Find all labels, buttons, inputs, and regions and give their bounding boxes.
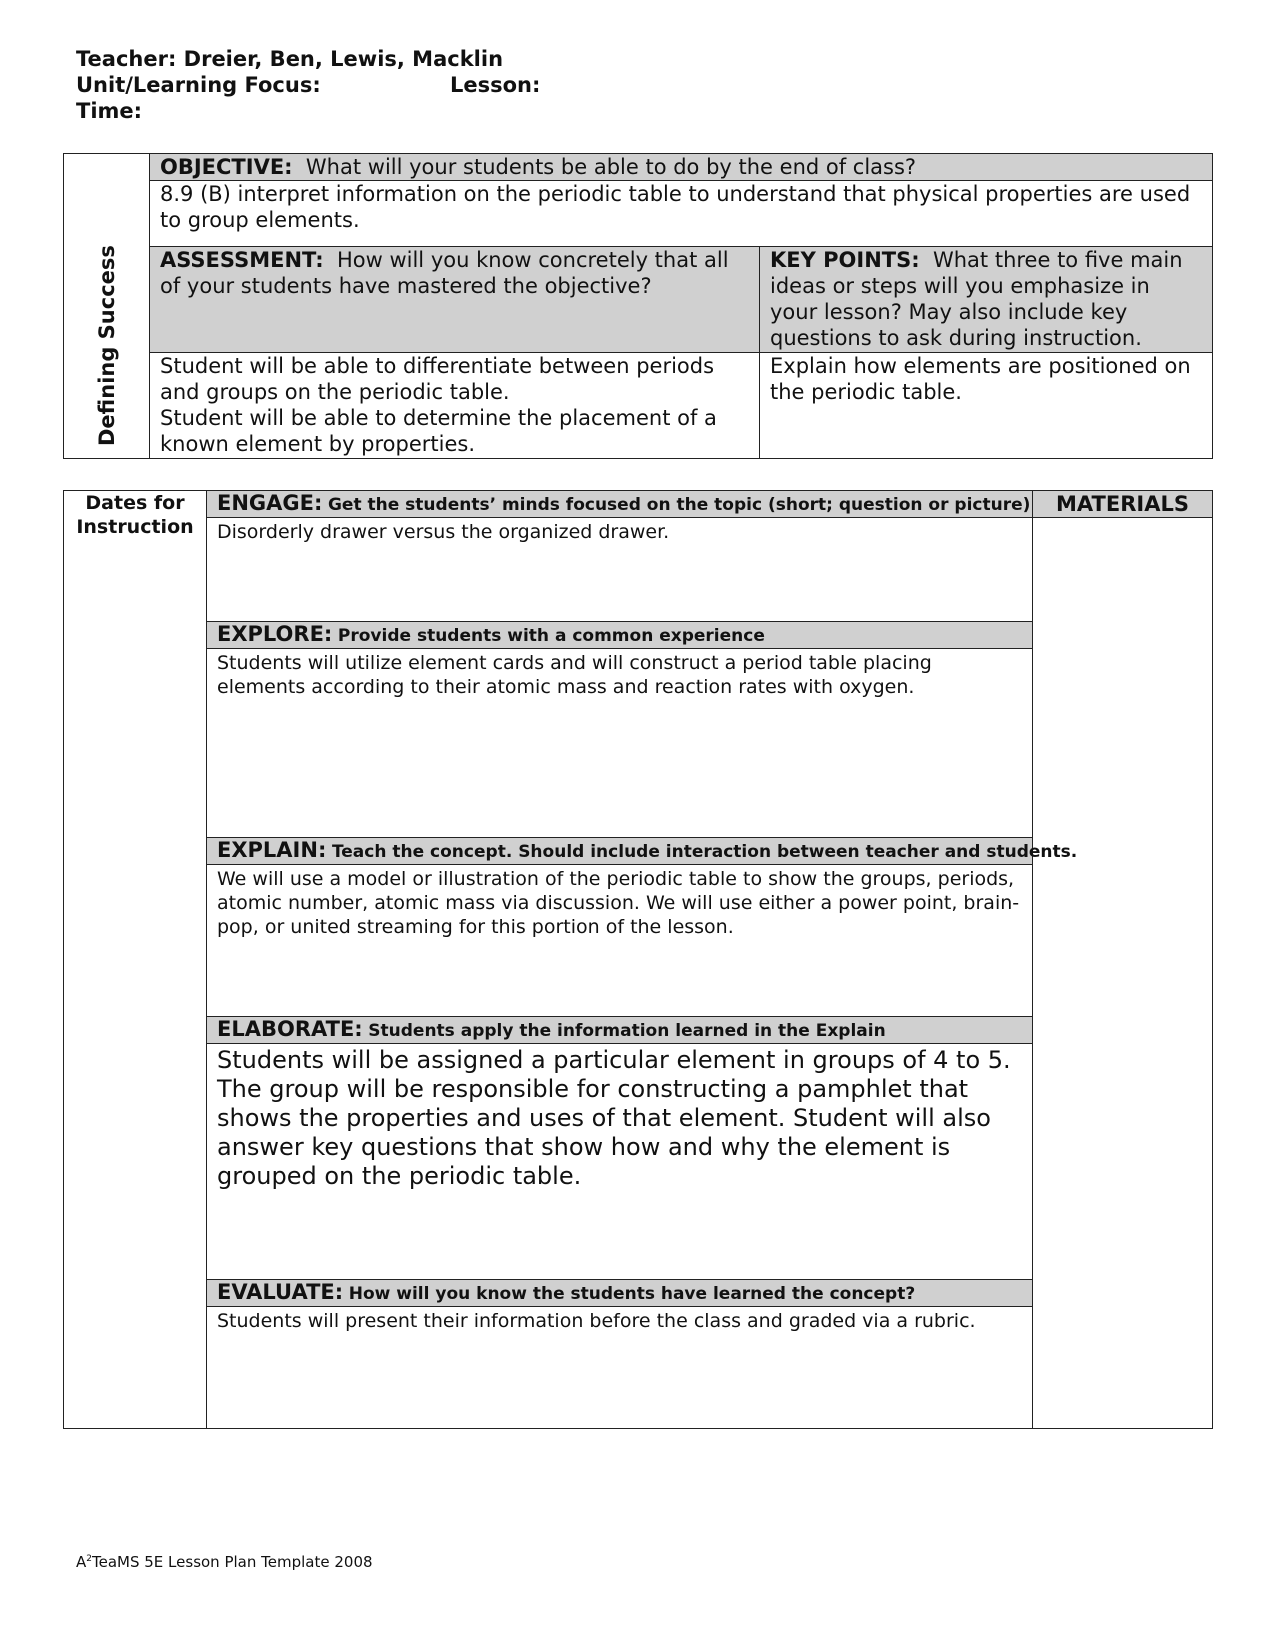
dates-label: Dates for Instruction — [76, 492, 194, 538]
defining-success-table — [63, 153, 1213, 459]
assessment-header — [150, 247, 760, 353]
unit-focus-label: Unit/Learning Focus: — [76, 73, 321, 97]
elaborate-content: Students will be assigned a particular element in groups of 4 to 5. The group will be responsible for constructing a pamphlet that shows the properties and uses of that element. Student will also answer key questions that show how and why the element is grouped on the periodic table. — [207, 1044, 1033, 1280]
defining-success-sidebar — [64, 154, 150, 459]
key-points-label: KEY POINTS: — [770, 248, 920, 272]
focus-line — [76, 72, 541, 98]
lesson-label: Lesson: — [450, 73, 541, 97]
instruction-table — [63, 490, 1213, 1429]
engage-label: ENGAGE: — [217, 491, 323, 515]
assessment-text-1: Student will be able to differentiate between periods and groups on the periodic table. — [160, 354, 715, 404]
explain-label: EXPLAIN: — [217, 838, 327, 862]
assessment-text-2: Student will be able to determine the placement of a known element by properties. — [160, 406, 717, 456]
explain-content: We will use a model or illustration of the periodic table to show the groups, periods, atomic number, atomic mass via discussion. We will use either a power point, brain-pop, or united streaming for this portion of the lesson. — [207, 865, 1033, 1017]
engage-prompt: Get the students’ minds focused on the topic (short; question or picture) — [327, 495, 1031, 515]
teacher-line: Teacher: Dreier, Ben, Lewis, Macklin — [76, 47, 504, 71]
explain-header — [207, 838, 1078, 865]
dates-for-instruction-column — [64, 491, 207, 1429]
explore-label: EXPLORE: — [217, 622, 333, 646]
objective-prompt: What will your students be able to do by the end of class? — [305, 155, 917, 179]
assessment-prompt: How will you know concretely that all of your students have mastered the objective? — [160, 248, 729, 298]
assessment-content — [150, 353, 760, 459]
engage-header — [207, 491, 1033, 518]
elaborate-header — [207, 1017, 1033, 1044]
evaluate-label: EVALUATE: — [217, 1280, 344, 1304]
evaluate-header — [207, 1280, 1033, 1307]
explore-header — [207, 622, 1033, 649]
key-points-header — [760, 247, 1213, 353]
materials-column — [1033, 518, 1213, 1429]
footer-superscript: 2 — [86, 1554, 92, 1564]
elaborate-prompt: Students apply the information learned in the Explain — [368, 1021, 886, 1041]
key-points-content: Explain how elements are positioned on the periodic table. — [760, 353, 1213, 459]
objective-text: 8.9 (B) interpret information on the periodic table to understand that physical properties are used to group elements. — [150, 181, 1213, 247]
key-points-prompt: What three to five main ideas or steps will you emphasize in your lesson? May also include key questions to ask during instruction. — [770, 248, 1183, 350]
evaluate-prompt: How will you know the students have learned the concept? — [348, 1284, 916, 1304]
objective-header — [150, 154, 1213, 181]
elaborate-label: ELABORATE: — [217, 1017, 363, 1041]
explain-prompt: Teach the concept. Should include interaction between teacher and students. — [331, 842, 1078, 862]
objective-label: OBJECTIVE: — [160, 155, 293, 179]
materials-header: MATERIALS — [1033, 491, 1213, 518]
engage-content: Disorderly drawer versus the organized drawer. — [207, 518, 1033, 622]
footer-text: TeaMS 5E Lesson Plan Template 2008 — [92, 1553, 373, 1571]
plan-header — [76, 46, 541, 124]
defining-success-label: Defining Success — [94, 245, 119, 446]
time-label: Time: — [76, 99, 143, 123]
explore-prompt: Provide students with a common experience — [337, 626, 765, 646]
assessment-label: ASSESSMENT: — [160, 248, 324, 272]
evaluate-content: Students will present their information before the class and graded via a rubric. — [207, 1307, 1033, 1429]
template-footer: $A^2TeaMS$ 5E Lesson Plan Template 2008 — [76, 1553, 373, 1571]
explore-content: Students will utilize element cards and will construct a period table placing elements according to their atomic mass and reaction rates with oxygen. — [207, 649, 1033, 838]
